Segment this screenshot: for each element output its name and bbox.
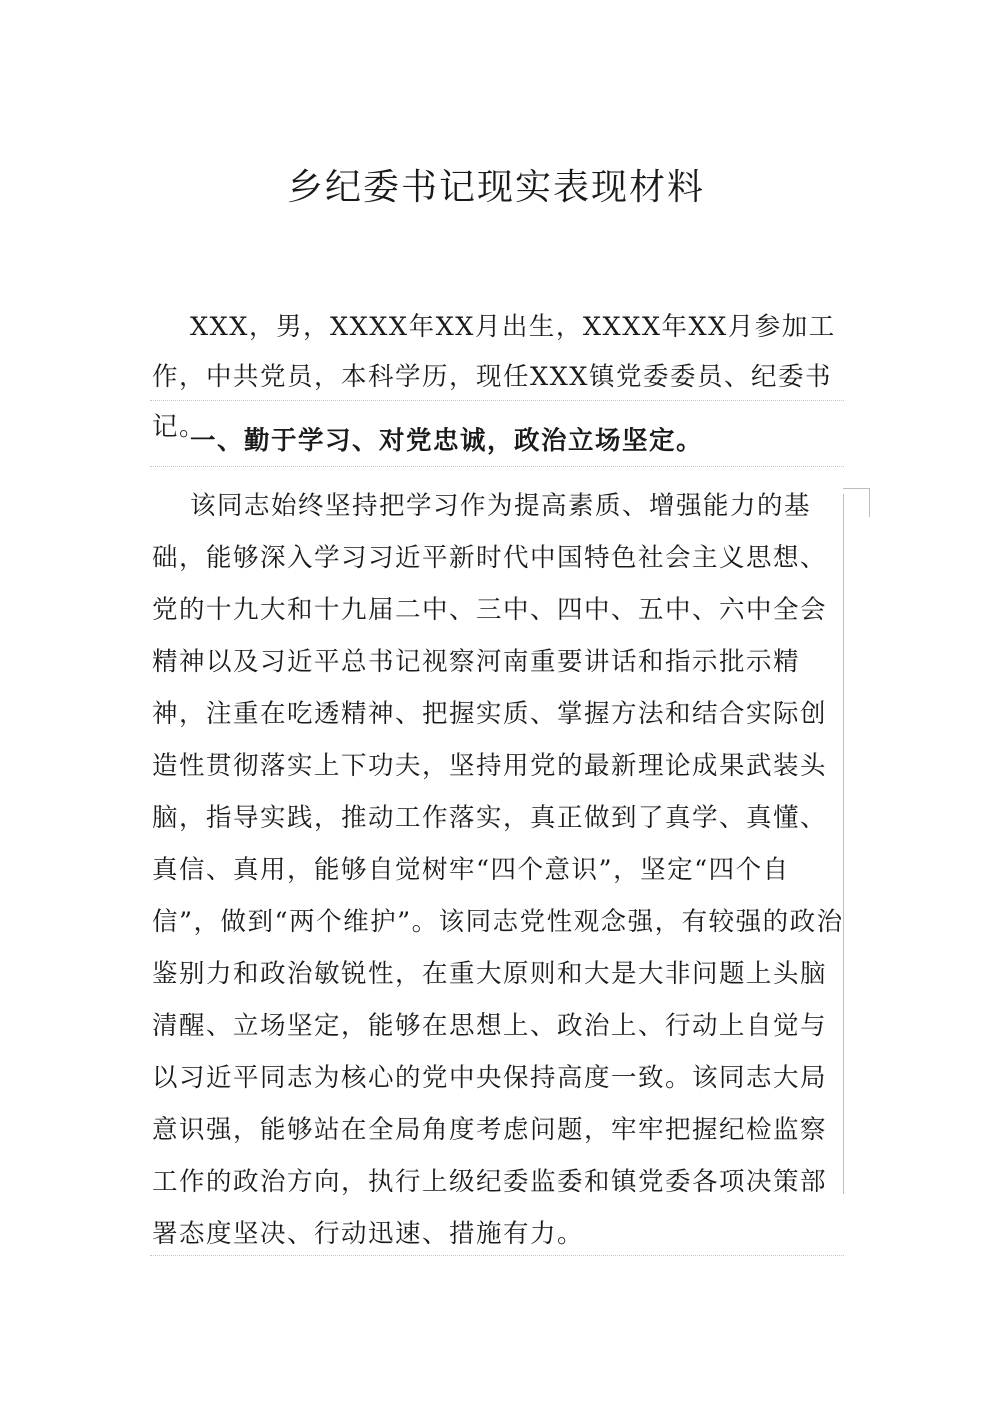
separator-line [150,1255,844,1256]
document-title: 乡纪委书记现实表现材料 [286,167,705,208]
section-heading: 一、勤于学习、对党忠诚，政治立场坚定。 [190,426,704,456]
margin-corner-mark [843,488,870,517]
separator-line [150,466,844,467]
section-body-paragraph: 该同志始终坚持把学习作为提高素质、增强能力的基础，能够深入学习习近平新时代中国特色社会主义思想、党的十九大和十九届二中、三中、四中、五中、六中全会精神以及习近平总书记视察河南重要讲话和指示批示精神，注重在吃透精神、把握实质、掌握方法和结合实际创造性贯彻落实上下功夫，坚持用党的最新理论成果武装头脑，指导实践，推动工作落实，真正做到了真学、真懂、真信、真用，能够自觉树牢“四个意识”，坚定“四个自信”，做到“两个维护”。该同志党性观念强，有较强的政治鉴别力和政治敏锐性，在重大原则和大是大非问题上头脑清醒、立场坚定，能够在思想上、政治上、行动上自觉与以习近平同志为核心的党中央保持高度一致。该同志大局意识强，能够站在全局角度考虑问题，牢牢把握纪检监察工作的政治方向，执行上级纪委监委和镇党委各项决策部署态度坚决、行动迅速、措施有力。 [152,491,844,1249]
separator-line [150,400,844,401]
intro-paragraph: XXX，男，XXXX年XX月出生，XXXX年XX月参加工作，中共党员，本科学历，现任XXX镇党委委员、纪委书记。 [152,312,836,442]
